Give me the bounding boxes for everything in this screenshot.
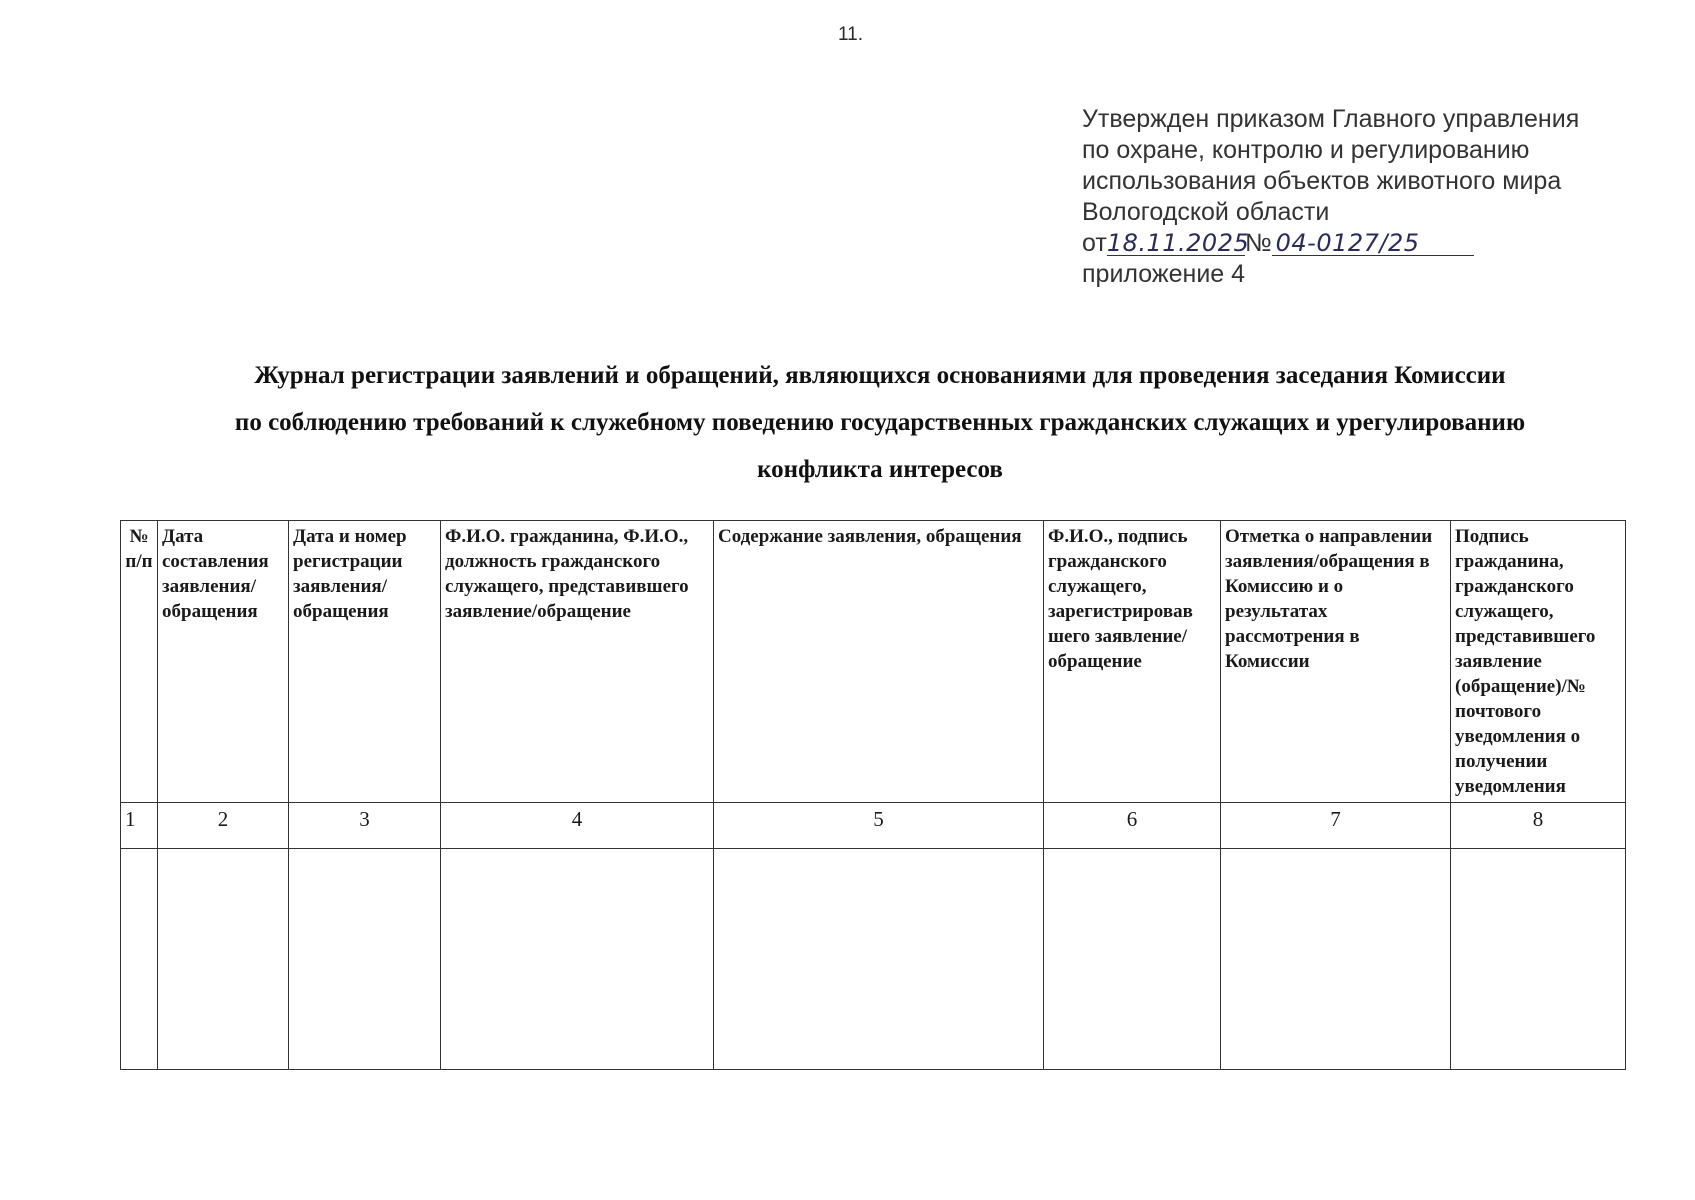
table-header-row <box>121 521 1626 803</box>
table-cell <box>1451 849 1626 1070</box>
page-number: 11. <box>838 24 864 45</box>
registration-journal-table <box>120 520 1626 1070</box>
table-cell <box>441 849 714 1070</box>
number-label: № <box>1244 229 1272 257</box>
approval-line-2: по охране, контролю и регулированию <box>1082 136 1530 164</box>
order-number: 04-0127/25 <box>1272 231 1474 256</box>
column-number-cell: 1 <box>121 803 158 849</box>
document-title <box>130 352 1630 493</box>
column-number-cell: 5 <box>714 803 1044 849</box>
column-number-cell: 2 <box>158 803 289 849</box>
header-cell: Содержание заявления, обращения <box>714 521 1044 803</box>
header-cell: Дата и номер регистрации заявления/ обращения <box>289 521 441 803</box>
table-cell <box>121 849 158 1070</box>
column-number-cell: 4 <box>441 803 714 849</box>
approval-line-3: использования объектов животного мира <box>1082 167 1562 195</box>
table-row <box>121 849 1626 1070</box>
table-cell <box>1044 849 1221 1070</box>
column-number-cell: 8 <box>1451 803 1626 849</box>
from-label: от <box>1082 229 1107 257</box>
table-cell <box>1221 849 1451 1070</box>
header-cell: Ф.И.О. гражданина, Ф.И.О., должность гражданского служащего, представившего заявление/обращение <box>441 521 714 803</box>
header-cell: № п/п <box>121 521 158 803</box>
approval-order-line <box>1082 228 1579 259</box>
order-date: 18.11.2025 <box>1106 229 1250 257</box>
column-number-cell: 7 <box>1221 803 1451 849</box>
table-cell <box>714 849 1044 1070</box>
column-number-row <box>121 803 1626 849</box>
appendix-label: приложение 4 <box>1082 260 1246 288</box>
approval-line-4: Вологодской области <box>1082 198 1330 226</box>
approval-block <box>1082 104 1579 290</box>
table-cell <box>158 849 289 1070</box>
title-line-3: конфликта интересов <box>757 456 1003 483</box>
header-cell: Дата составления заявления/ обращения <box>158 521 289 803</box>
header-cell: Ф.И.О., подпись гражданского служащего, зарегистрировав шего заявление/ обращение <box>1044 521 1221 803</box>
column-number-cell: 3 <box>289 803 441 849</box>
title-line-2: по соблюдению требований к служебному поведению государственных гражданских служащих и урегулированию <box>234 409 1526 436</box>
table-cell <box>289 849 441 1070</box>
header-cell: Подпись гражданина, гражданского служащего, представившего заявление (обращение)/№ почтового уведомления о получении уведомления <box>1451 521 1626 803</box>
header-cell: Отметка о направлении заявления/обращения в Комиссию и о результатах рассмотрения в Комиссии <box>1221 521 1451 803</box>
title-line-1: Журнал регистрации заявлений и обращений, являющихся основаниями для проведения заседания Комиссии <box>254 362 1506 389</box>
column-number-cell: 6 <box>1044 803 1221 849</box>
approval-line-1: Утвержден приказом Главного управления <box>1082 105 1580 133</box>
